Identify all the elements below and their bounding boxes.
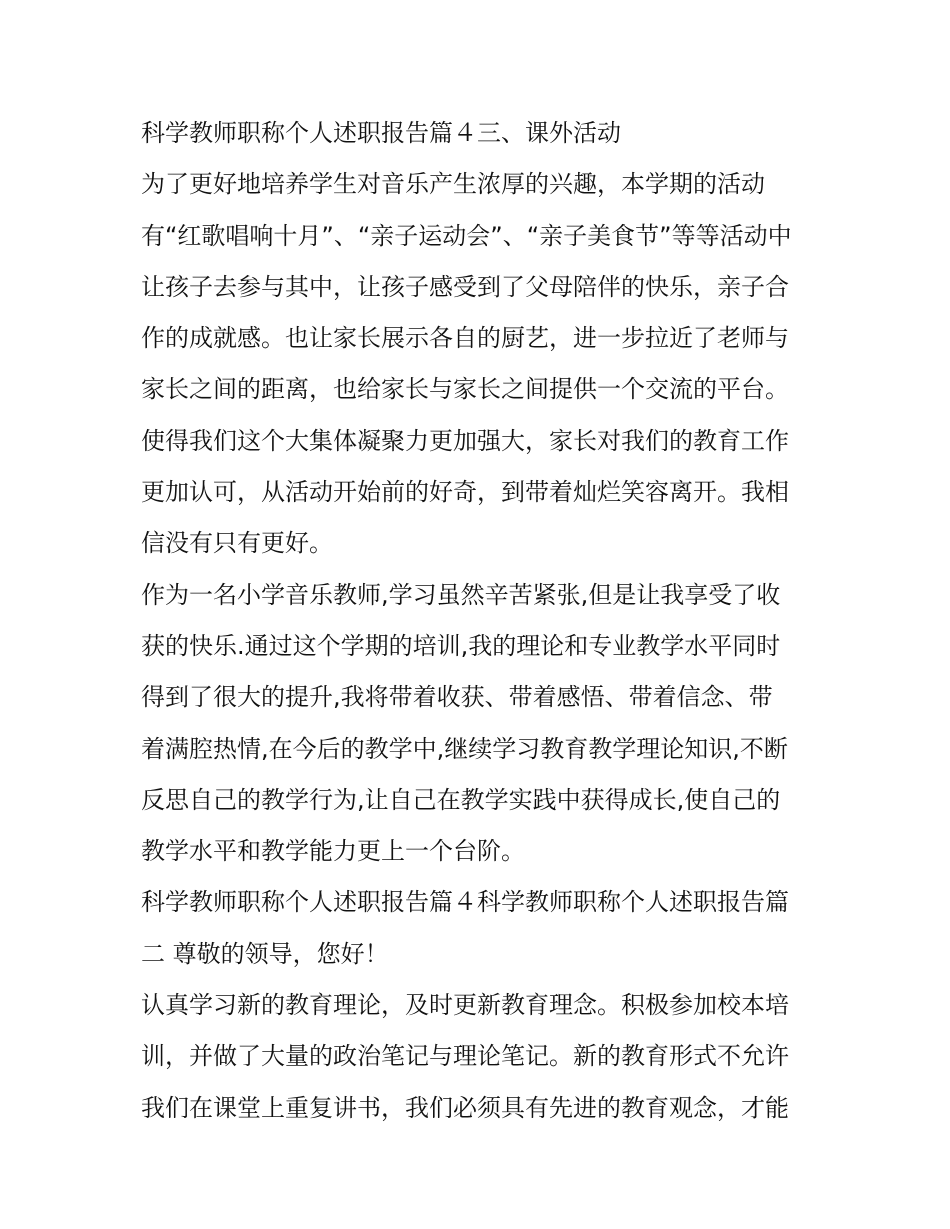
- document-body: [141, 108, 821, 1134]
- text-line-11: 获的快乐.通过这个学期的培训,我的理论和专业教学水平同时: [141, 631, 781, 660]
- text-line-9: 信没有只有更好。: [141, 529, 333, 558]
- text-line-18: 认真学习新的教育理论，及时更新教育理念。积极参加校本培: [141, 991, 789, 1020]
- text-line-6: 家长之间的距离，也给家长与家长之间提供一个交流的平台。: [141, 375, 789, 404]
- text-line-20: 我们在课堂上重复讲书，我们必须具有先进的教育观念，才能: [141, 1093, 789, 1122]
- text-line-12: 得到了很大的提升,我将带着收获、带着感悟、带着信念、带: [141, 683, 773, 712]
- text-line-1: 科学教师职称个人述职报告篇４三、课外活动: [141, 119, 621, 147]
- text-line-16: 科学教师职称个人述职报告篇４科学教师职称个人述职报告篇: [141, 888, 789, 917]
- text-line-14: 反思自己的教学行为,让自己在教学实践中获得成长,使自己的: [141, 785, 781, 814]
- text-line-2: 为了更好地培养学生对音乐产生浓厚的兴趣，本学期的活动: [141, 170, 765, 199]
- text-line-15: 教学水平和教学能力更上一个台阶。: [141, 837, 525, 866]
- text-line-7: 使得我们这个大集体凝聚力更加强大，家长对我们的教育工作: [141, 426, 789, 455]
- text-line-3: 有“红歌唱响十月”、“亲子运动会”、“亲子美食节”等等活动中: [141, 221, 792, 250]
- text-line-8: 更加认可，从活动开始前的好奇，到带着灿烂笑容离开。我相: [141, 478, 789, 507]
- text-line-13: 着满腔热情,在今后的教学中,继续学习教育教学理论知识,不断: [141, 734, 788, 763]
- text-line-5: 作的成就感。也让家长展示各自的厨艺，进一步拉近了老师与: [141, 324, 789, 353]
- text-line-17: 二 尊敬的领导，您好！: [141, 939, 389, 968]
- text-line-10: 作为一名小学音乐教师,学习虽然辛苦紧张,但是让我享受了收: [141, 580, 781, 609]
- text-line-19: 训，并做了大量的政治笔记与理论笔记。新的教育形式不允许: [141, 1042, 789, 1071]
- text-line-4: 让孩子去参与其中，让孩子感受到了父母陪伴的快乐，亲子合: [141, 272, 789, 301]
